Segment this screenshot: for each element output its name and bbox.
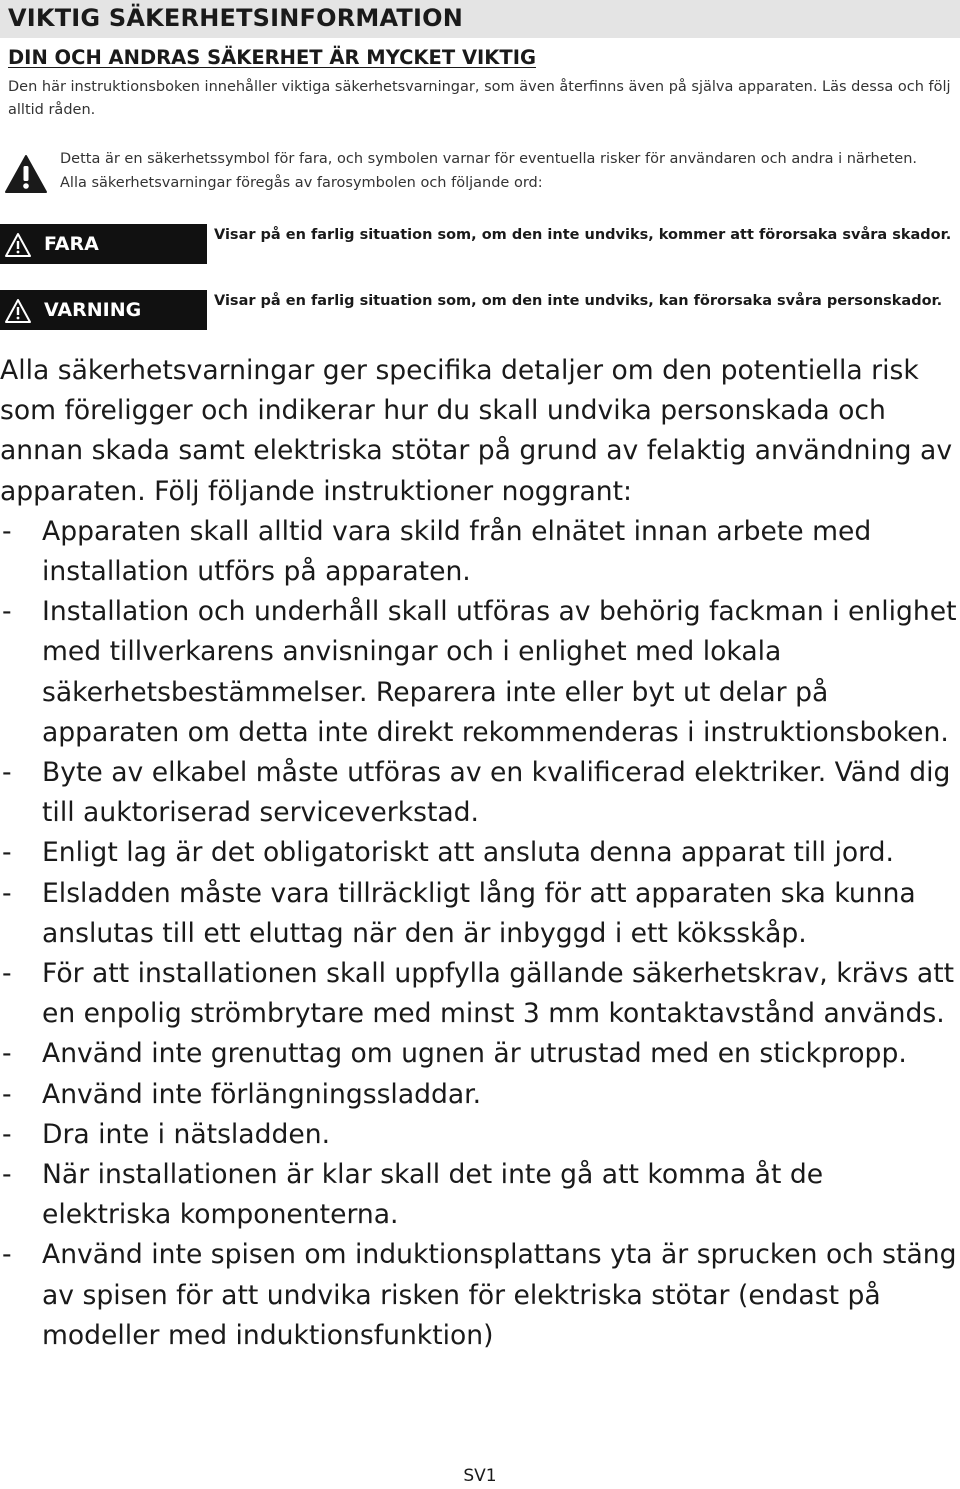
list-item (0, 954, 960, 1034)
page-number: SV1 (463, 1466, 497, 1486)
page-title: VIKTIG SÄKERHETSINFORMATION (8, 4, 464, 32)
signal-word-varning (0, 290, 207, 330)
warning-triangle-icon (4, 232, 32, 258)
list-item-text: Använd inte spisen om induktionsplattans yta är sprucken och stäng av spisen för att undvika risken för elektriska stötar (endast på modeller med induktionsfunktion) (42, 1239, 957, 1351)
list-item-text: Byte av elkabel måste utföras av en kvalificerad elektriker. Vänd dig till auktoriserad serviceverkstad. (42, 757, 951, 829)
bullet-dash: - (2, 958, 12, 990)
bullet-dash: - (2, 515, 12, 547)
signal-label: FARA (44, 233, 99, 255)
list-item-text: När installationen är klar skall det inte gå att komma åt de elektriska komponenterna. (42, 1159, 824, 1231)
title-bar (0, 0, 960, 38)
list-item-text: Använd inte förlängningssladdar. (42, 1078, 482, 1110)
list-item (0, 1235, 960, 1356)
list-item-text: Dra inte i nätsladden. (42, 1118, 331, 1150)
list-item-text: Använd inte grenuttag om ugnen är utrustad med en stickpropp. (42, 1038, 907, 1070)
list-item (0, 1155, 960, 1235)
bullet-dash: - (2, 596, 12, 628)
bullet-dash: - (2, 1159, 12, 1191)
list-item (0, 512, 960, 592)
list-item (0, 874, 960, 954)
list-item (0, 753, 960, 833)
bullet-dash: - (2, 877, 12, 909)
intro-text: Den här instruktionsboken innehåller viktiga säkerhetsvarningar, som även återfinns även på själva apparaten. Läs dessa och följ alltid råden. (8, 79, 951, 118)
bullet-dash: - (2, 1078, 12, 1110)
list-item (0, 1034, 960, 1074)
warning-triangle-icon (4, 298, 32, 324)
bullet-dash: - (2, 757, 12, 789)
list-item (0, 1115, 960, 1155)
signal-description: Visar på en farlig situation som, om den inte undviks, kan förorsaka svåra personskador. (214, 293, 943, 309)
list-item (0, 1075, 960, 1115)
section-subtitle: DIN OCH ANDRAS SÄKERHET ÄR MYCKET VIKTIG (8, 46, 536, 69)
list-item (0, 833, 960, 873)
list-item-text: Installation och underhåll skall utföras av behörig fackman i enlighet med tillverkarens anvisningar och i enlighet med lokala säkerhetsbestämmelser. Reparera inte eller byt ut delar på apparaten om detta inte direkt rekommenderas i instruktionsboken. (42, 596, 957, 748)
list-item-text: Apparaten skall alltid vara skild från elnätet innan arbete med installation utförs på apparaten. (42, 515, 872, 588)
symbol-explanation (60, 147, 950, 195)
bullet-dash: - (2, 837, 12, 869)
bullet-dash: - (2, 1239, 12, 1271)
safety-instructions (0, 351, 960, 1356)
signal-label: VARNING (44, 299, 142, 321)
bullet-dash: - (2, 1038, 12, 1070)
list-item-text: För att installationen skall uppfylla gällande säkerhetskrav, krävs att en enpolig strömbrytare med minst 3 mm kontaktavstånd används. (42, 958, 955, 1030)
bullet-dash: - (2, 1118, 12, 1150)
list-item (0, 592, 960, 753)
signal-word-fara (0, 224, 207, 264)
list-item-text: Enligt lag är det obligatoriskt att ansluta denna apparat till jord. (42, 837, 894, 869)
signal-description: Visar på en farlig situation som, om den inte undviks, kommer att förorsaka svåra skador. (214, 227, 952, 243)
warning-triangle-icon (4, 154, 48, 194)
main-paragraph: Alla säkerhetsvarningar ger specifika detaljer om den potentiella risk som föreligger och indikerar hur du skall undvika personskada och annan skada samt elektriska stötar på grund av felaktig användning av apparaten. Följ följande instruktioner noggrant: (0, 355, 953, 507)
symbol-line-1: Detta är en säkerhetssymbol för fara, och symbolen varnar för eventuella risker för användaren och andra i närheten. (60, 151, 918, 167)
list-item-text: Elsladden måste vara tillräckligt lång för att apparaten ska kunna anslutas till ett eluttag när den är inbyggd i ett köksskåp. (42, 877, 916, 949)
symbol-line-2: Alla säkerhetsvarningar föregås av farosymbolen och följande ord: (60, 175, 543, 191)
